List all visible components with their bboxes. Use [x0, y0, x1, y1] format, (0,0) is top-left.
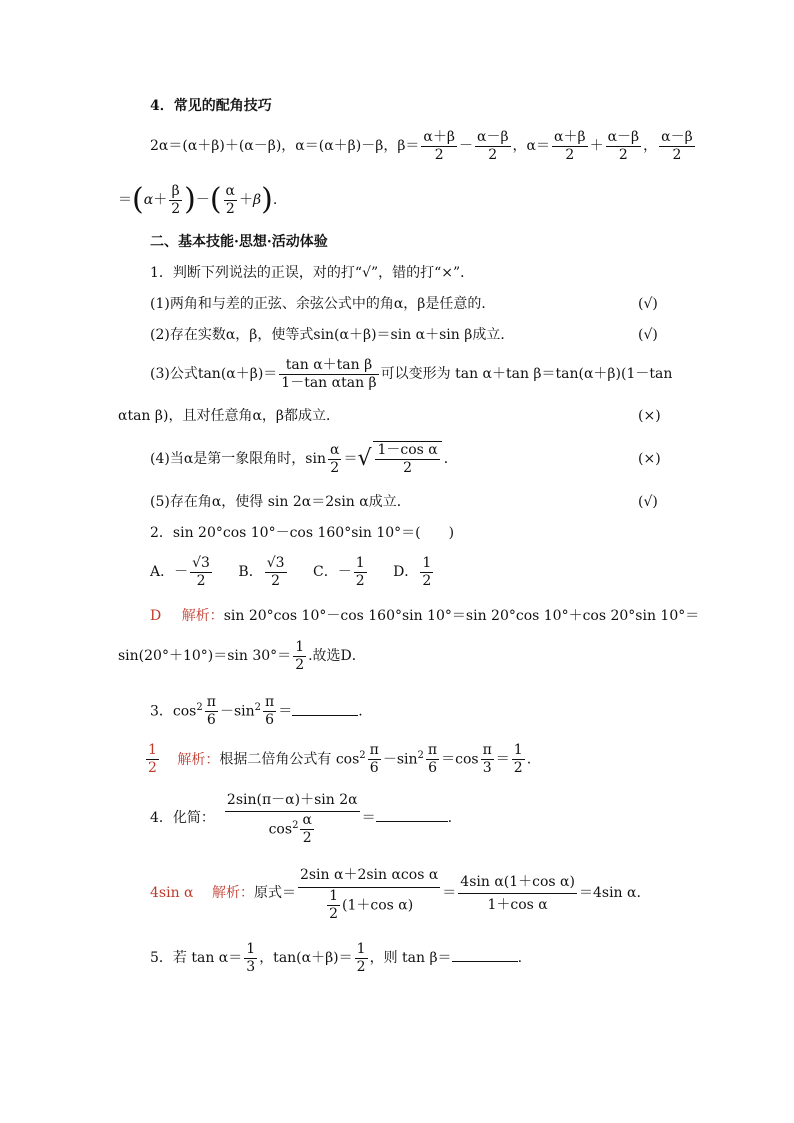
- q1-item-5: (5)存在角α，使得 sin 2α＝2sin α成立．: [150, 494, 411, 510]
- q2-answer: D: [150, 608, 162, 624]
- q1-item-3-cont: αtan β)，且对任意角α，β都成立．: [118, 408, 340, 424]
- q3-analysis: $\frac{1}{2}$ 解析：根据二倍角公式有 $\cos^2$ $\frac{\pi}{6}$ $-\sin^2$ $\frac{\pi}{6}$ ＝cos $\frac{\pi}{3}$ ＝ $\frac{1}{2}$ .: [148, 742, 532, 777]
- q1-item-1: (1)两角和与差的正弦、余弦公式中的角α，β是任意的．: [150, 296, 496, 312]
- q4-blank[interactable]: [376, 807, 448, 822]
- q5-question: 5．若 tan α＝ $\frac{1}{3}$ ，tan(α＋β)＝ $\frac{1}{2}$ ，则 tan β＝ .: [150, 940, 523, 975]
- q1-item-4-mark: (×): [638, 451, 661, 467]
- formula-line-1: 2α＝(α＋β)＋(α－β)，α＝(α＋β)－β，β＝ $\frac{\alpha+\beta}{2}$ － $\frac{\alpha-\beta}{2}$ ，α＝ $\frac{\alpha+\beta}{2}$ ＋ $\frac{\alpha-\beta}{2}$ ， $\frac{\alpha-\beta}{2}$: [150, 128, 693, 163]
- section-2-title: 二、基本技能·思想·活动体验: [150, 234, 328, 250]
- q1-item-3: (3)公式tan(α＋β)＝ $\frac{\text{tan α＋tan β}}{\text{1－tan αtan β}}$ 可以变形为 tan α＋tan β＝tan(α＋β)(1－tan: [150, 356, 673, 391]
- q3-question: 3．$\cos^2$ $\frac{\pi}{6}$ $-\sin^2$ $\frac{\pi}{6}$ ＝ .: [150, 694, 363, 729]
- q1-item-3-mark: (×): [638, 408, 661, 424]
- q2-options: A．－ $\frac{√3}{2}$ B． $\frac{√3}{2}$ C．－ $\frac{1}{2}$ D． $\frac{1}{2}$: [150, 554, 432, 589]
- q4-question: 4．化简： 2sin(π－α)＋sin 2α $\cos^2$ $\frac{\alpha}{2}$ ＝ .: [150, 788, 452, 848]
- q5-blank[interactable]: [452, 947, 518, 962]
- q1-item-1-mark: (√): [638, 296, 658, 312]
- q3-blank[interactable]: [292, 701, 358, 716]
- q1-stem: 1．判断下列说法的正误，对的打“√”，错的打“×”．: [150, 265, 475, 281]
- q4-answer: 4sin α: [150, 885, 194, 901]
- q2-analysis-cont: sin(20°＋10°)＝sin 30°＝ $\frac{1}{2}$ .故选D．: [118, 638, 366, 673]
- q2-analysis-label: 解析：: [181, 608, 224, 624]
- q2-stem: 2．sin 20°cos 10°－cos 160°sin 10°＝( ): [150, 525, 455, 541]
- q1-item-5-mark: (√): [638, 494, 658, 510]
- section-4-title: 4．常见的配角技巧: [150, 98, 272, 114]
- q1-item-2-mark: (√): [638, 327, 658, 343]
- q4-analysis: 4sin α 解析：原式＝ 2sin α＋2sin αcos α $\frac{1}{2}$ (1＋cos α) ＝ $\frac{\text{4sin α(1＋cos α)}}{\text{1＋cos α}}$ ＝4sin α.: [150, 860, 641, 926]
- q2-analysis: D 解析：sin 20°cos 10°－cos 160°sin 10°＝sin 20°cos 10°＋cos 20°sin 10°＝: [150, 608, 700, 624]
- formula-line-2: ＝(α＋ $\frac{\beta}{2}$ )－( $\frac{\alpha}{2}$ ＋β).: [118, 182, 278, 217]
- q1-item-4: (4)当α是第一象限角时，sin $\frac{\alpha}{2}$ ＝√ $\frac{\text{1－cos α}}{2}$ ．: [150, 441, 458, 476]
- q1-item-2: (2)存在实数α，β，使等式sin(α＋β)＝sin α＋sin β成立．: [150, 327, 515, 343]
